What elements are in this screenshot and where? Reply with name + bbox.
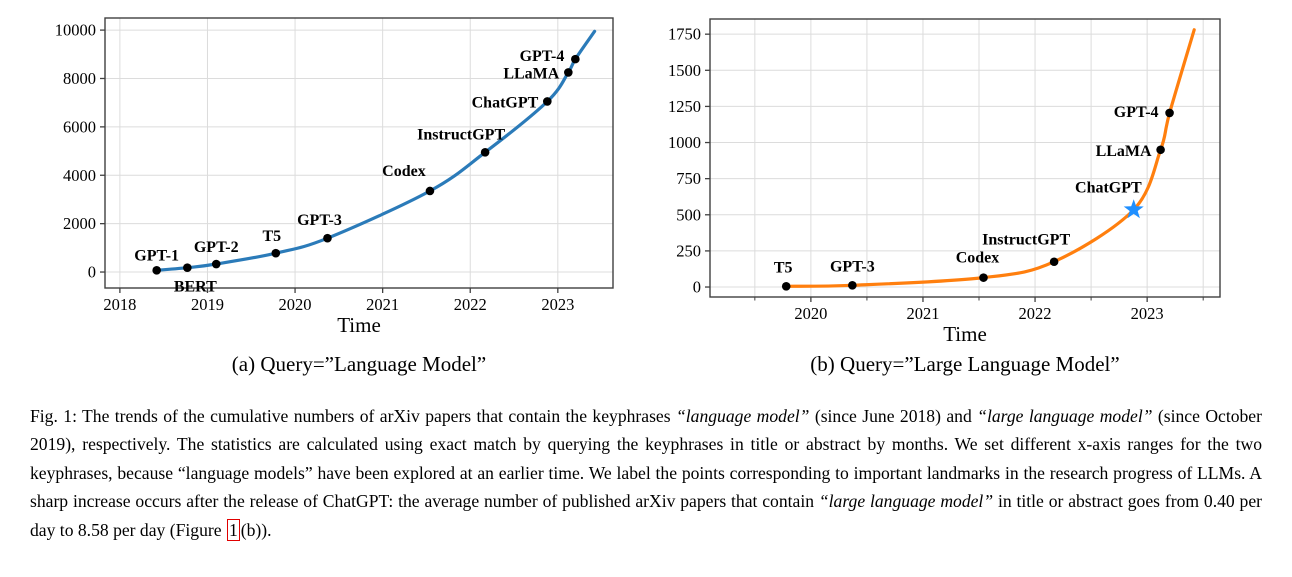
x-tick-label: 2020 bbox=[794, 304, 828, 323]
y-tick-label: 500 bbox=[676, 205, 701, 225]
x-tick-label: 2018 bbox=[103, 295, 137, 314]
y-tick-label: 2000 bbox=[63, 214, 96, 234]
point-label-llama: LLaMA bbox=[1095, 142, 1152, 160]
point-label-gpt-3: GPT-3 bbox=[297, 212, 342, 230]
point-label-codex: Codex bbox=[382, 162, 426, 180]
marker-codex bbox=[426, 187, 435, 196]
marker-llama bbox=[1156, 145, 1165, 154]
x-tick-label: 2021 bbox=[906, 304, 940, 323]
caption-italic-phrase: “large language model” bbox=[977, 406, 1153, 426]
caption-italic-phrase: “language model” bbox=[675, 406, 810, 426]
y-tick-label: 0 bbox=[692, 277, 701, 297]
x-tick-label: 2020 bbox=[278, 295, 312, 314]
point-label-llama: LLaMA bbox=[503, 65, 560, 83]
marker-gpt-1 bbox=[152, 266, 161, 275]
caption-text: in title or abstract goes from 0.40 per day to 8.58 per day (Figure bbox=[30, 491, 1262, 540]
y-tick-label: 1750 bbox=[668, 24, 701, 44]
point-label-instructgpt: InstructGPT bbox=[982, 231, 1071, 249]
point-label-instructgpt: InstructGPT bbox=[417, 126, 506, 144]
caption-text: (b)). bbox=[240, 519, 272, 540]
marker-chatgpt bbox=[543, 97, 552, 106]
point-label-chatgpt: ChatGPT bbox=[1075, 179, 1142, 197]
marker-llama bbox=[564, 68, 573, 77]
y-tick-label: 750 bbox=[676, 169, 701, 189]
x-axis-label: Time bbox=[943, 322, 987, 345]
x-tick-label: 2023 bbox=[1130, 304, 1164, 323]
y-tick-label: 4000 bbox=[63, 165, 96, 185]
marker-gpt-2 bbox=[212, 260, 221, 269]
y-tick-label: 1250 bbox=[668, 96, 701, 116]
marker-instructgpt bbox=[1050, 257, 1059, 266]
point-label-bert: BERT bbox=[173, 278, 217, 296]
y-tick-label: 8000 bbox=[63, 68, 96, 88]
point-label-gpt-4: GPT-4 bbox=[1113, 103, 1159, 121]
figure-caption bbox=[30, 402, 1262, 544]
x-tick-label: 2019 bbox=[190, 295, 224, 314]
marker-t5 bbox=[271, 249, 280, 258]
point-label-gpt-4: GPT-4 bbox=[519, 48, 565, 66]
caption-italic-phrase: “large language model” bbox=[818, 491, 994, 512]
x-axis-label: Time bbox=[337, 313, 381, 337]
x-tick-label: 2021 bbox=[366, 295, 400, 314]
y-tick-label: 0 bbox=[87, 262, 96, 282]
axes bbox=[668, 25, 1203, 323]
marker-gpt-4 bbox=[1165, 109, 1174, 118]
marker-t5 bbox=[782, 282, 791, 291]
marker-bert bbox=[183, 263, 192, 272]
marker-instructgpt bbox=[481, 148, 490, 157]
x-tick-label: 2022 bbox=[1018, 304, 1052, 323]
chart-language-model bbox=[0, 0, 650, 345]
point-label-gpt-1: GPT-1 bbox=[134, 247, 180, 265]
marker-gpt-3 bbox=[848, 281, 857, 290]
marker-codex bbox=[979, 273, 988, 282]
chart-large-language-model bbox=[650, 0, 1292, 345]
point-label-gpt-2: GPT-2 bbox=[193, 239, 239, 257]
y-tick-label: 1500 bbox=[668, 60, 701, 80]
y-tick-label: 1000 bbox=[668, 133, 701, 153]
figure-ref-link[interactable]: 1 bbox=[228, 519, 238, 540]
point-label-codex: Codex bbox=[955, 249, 1000, 267]
point-label-t5: T5 bbox=[262, 228, 282, 246]
line-chart-language-model bbox=[0, 0, 650, 345]
y-tick-label: 10000 bbox=[54, 20, 96, 40]
point-label-gpt-3: GPT-3 bbox=[829, 258, 875, 276]
y-tick-label: 6000 bbox=[63, 117, 96, 137]
subcaption-a: (a) Query=”Language Model” bbox=[231, 352, 487, 376]
caption-text: Fig. 1: The trends of the cumulative numbers of arXiv papers that contain the keyphrases bbox=[30, 406, 676, 426]
caption-text: (since June 2018) and bbox=[809, 406, 978, 426]
x-tick-label: 2023 bbox=[541, 295, 575, 314]
marker-gpt-4 bbox=[571, 55, 580, 64]
y-tick-label: 250 bbox=[676, 241, 701, 261]
subcaption-b: (b) Query=”Large Language Model” bbox=[810, 352, 1120, 376]
caption-text: (since October 2019), respectively. The statistics are calculated using exact match by querying the keyphrases in title or abstract by months. We set different x-axis ranges for the two keyphrases, because “language models” have been explored at an earlier time. We label the points corresponding to important landmarks in the research progress of LLMs. A sharp increase occurs after the release of ChatGPT: the average number of published arXiv papers that contain bbox=[30, 406, 1262, 512]
point-label-chatgpt: ChatGPT bbox=[471, 94, 539, 112]
x-tick-label: 2022 bbox=[453, 295, 487, 314]
marker-gpt-3 bbox=[323, 234, 332, 243]
line-chart-large-language-model bbox=[650, 0, 1292, 345]
point-label-t5: T5 bbox=[773, 259, 793, 277]
axes bbox=[55, 21, 575, 314]
